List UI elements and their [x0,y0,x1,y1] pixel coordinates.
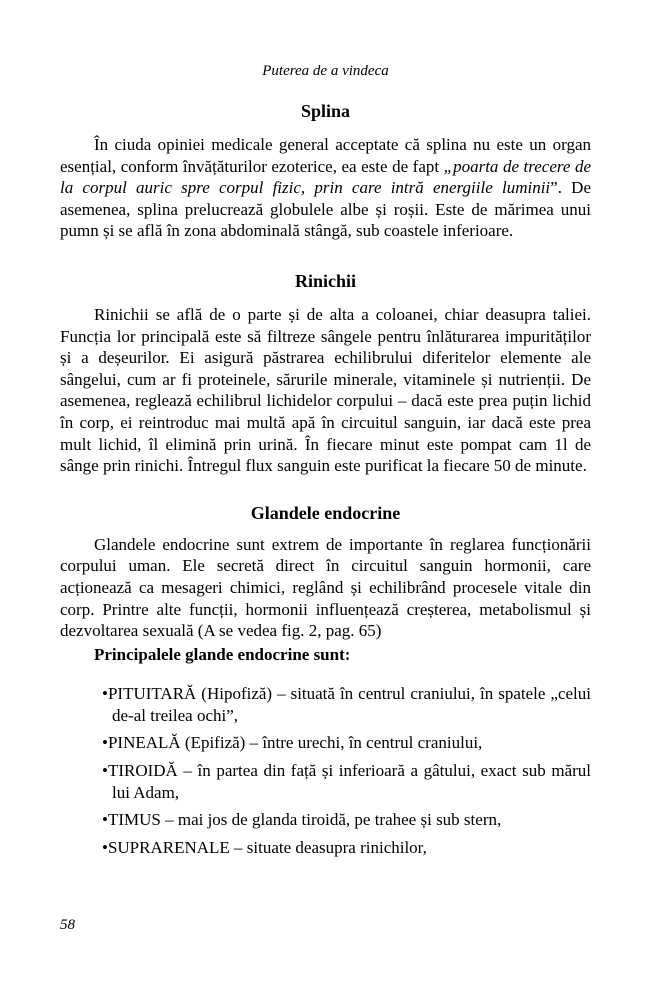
list-item: •PINEALĂ (Epifiză) – între urechi, în centrul craniului, [102,733,483,753]
running-title: Puterea de a vindeca [262,63,389,79]
paragraph-text: În ciuda opiniei medicale general acceptate că splina nu este un organ esențial, conform învățăturilor ezoterice, ea este de fapt [60,135,591,176]
page-number: 58 [60,917,75,933]
list-item: •PITUITARĂ (Hipofiză) – situată în centrul craniului, în spatele „celui de-al treilea ochi”, [102,684,591,725]
paragraph-text: ”. De asemenea, splina prelucrează globulele albe și roșii. Este de mărimea unui pumn și se află în zona abdominală stângă, sub coastele inferioare. [60,178,591,241]
paragraph-splina [60,134,591,242]
list-item: •TIROIDĂ – în partea din față și inferioară a gâtului, exact sub mărul lui Adam, [102,761,591,802]
list-item: •TIMUS – mai jos de glanda tiroidă, pe trahee și sub stern, [102,810,502,830]
page-content [60,100,591,864]
gland-list [60,683,591,858]
paragraph-rinichii: Rinichii se află de o parte și de alta a coloanei, chiar deasupra taliei. Funcția lor principală este să filtreze sângele pentru înlăturarea impurităților și a deșeurilor. Ei asigură păstrarea echilibrului diferitelor elemente ale sângelui, cum ar fi proteinele, sărurile minerale, vitaminele și nutrienții. De asemenea, reglează echilibrul lichidelor corpului – dacă este prea puțin lichid în corp, ei reintroduc mai multă apă în circuitul sanguin, iar dacă este prea mult lichid, îl elimină prin urină. În fiecare minut este pompat cam 1l de sânge prin rinichi. Întregul flux sanguin este purificat la fiecare 50 de minute. [60,304,591,476]
section-heading-rinichii: Rinichii [294,270,356,291]
list-subheading: Principalele glande endocrine sunt: [94,644,351,664]
section-heading-splina: Splina [300,101,351,121]
section-heading-glandele: Glandele endocrine [250,502,401,523]
list-item: •SUPRARENALE – situate deasupra rinichilor, [102,837,427,857]
paragraph-glandele: Glandele endocrine sunt extrem de importante în reglarea funcționării corpului uman. Ele secretă direct în circuitul sanguin hormonii, care acționează ca mesageri chimici, reglând și echilibrând procesele vitale din corp. Printre alte funcții, hormonii influențează creșterea, metabolismul și dezvoltarea sexuală (A se vedea fig. 2, pag. 65) [60,534,591,641]
italic-quote: „poarta de trecere de la corpul auric spre corpul fizic, prin care intră energiile luminii [60,156,591,198]
